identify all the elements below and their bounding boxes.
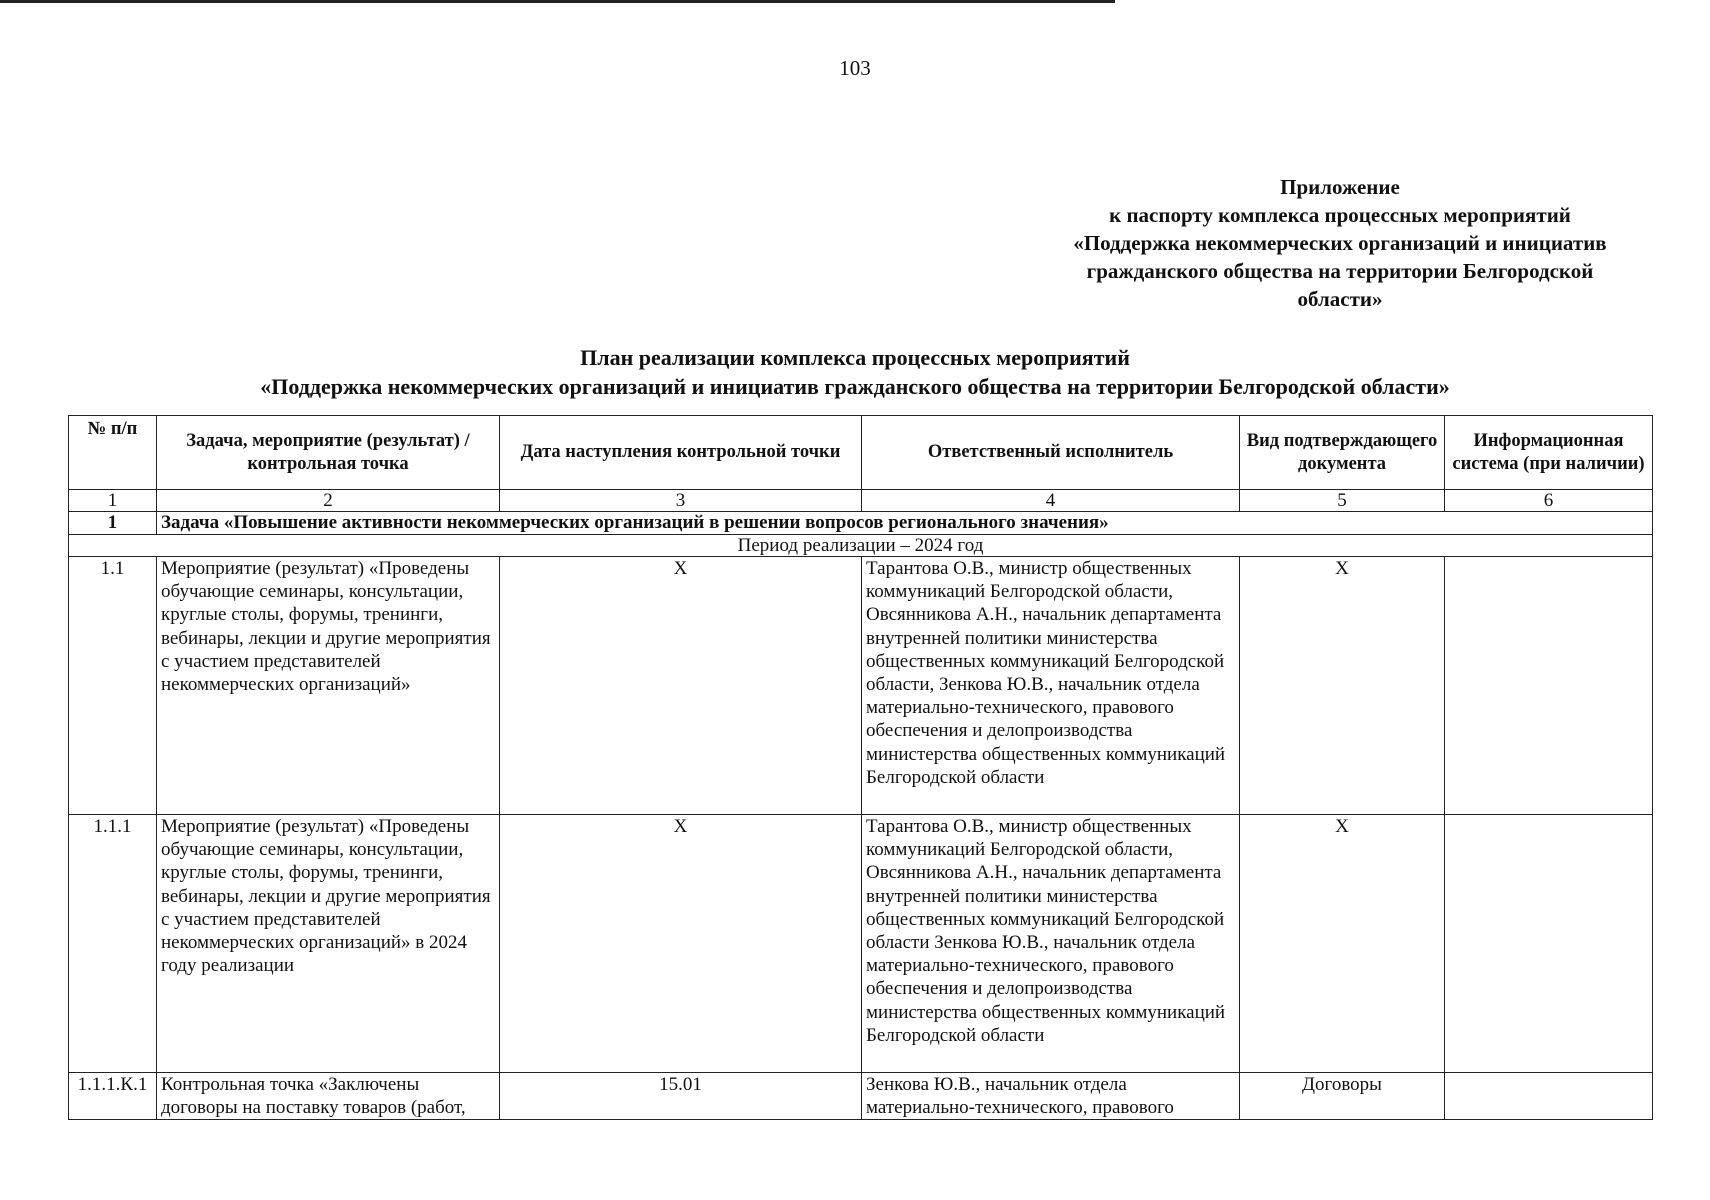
row-executor: Тарантова О.В., министр общественных коммуникаций Белгородской области, Овсянникова А.Н., начальник департамента внутренней политики министерства общественных коммуникаций Белгородской области, Зенкова Ю.В., начальник отдела материально-технического, правового обеспечения и делопроизводства министерства общественных коммуникаций Белгородской области	[862, 557, 1240, 815]
appendix-line: «Поддержка некоммерческих организаций и инициатив	[1073, 231, 1607, 255]
row-document: Договоры	[1240, 1073, 1445, 1120]
plan-title-line: «Поддержка некоммерческих организаций и инициатив гражданского общества на территории Белгородской области»	[260, 374, 1450, 399]
header-number: № п/п	[69, 416, 157, 490]
row-number: 1.1	[69, 557, 157, 815]
row-date: 15.01	[500, 1073, 862, 1120]
row-document: Х	[1240, 557, 1445, 815]
table-row	[69, 1073, 1653, 1120]
row-system	[1445, 557, 1653, 815]
header-executor: Ответственный исполнитель	[862, 416, 1240, 490]
task-number: 1	[69, 512, 157, 535]
column-number: 2	[157, 490, 500, 512]
row-system	[1445, 815, 1653, 1073]
implementation-plan-table	[68, 415, 1653, 1120]
column-number: 4	[862, 490, 1240, 512]
row-number: 1.1.1.К.1	[69, 1073, 157, 1120]
column-number: 3	[500, 490, 862, 512]
header-date: Дата наступления контрольной точки	[500, 416, 862, 490]
appendix-heading	[1015, 173, 1665, 313]
table-row	[69, 557, 1653, 815]
header-system: Информационная система (при наличии)	[1445, 416, 1653, 490]
appendix-line: области»	[1297, 287, 1383, 311]
row-date: Х	[500, 815, 862, 1073]
period-text: Период реализации – 2024 год	[69, 535, 1653, 557]
header-activity: Задача, мероприятие (результат) / контрольная точка	[157, 416, 500, 490]
column-number: 1	[69, 490, 157, 512]
table-row	[69, 815, 1653, 1073]
row-system	[1445, 1073, 1653, 1120]
row-activity: Контрольная точка «Заключены договоры на поставку товаров (работ,	[157, 1073, 500, 1120]
column-number-row	[69, 490, 1653, 512]
row-executor: Зенкова Ю.В., начальник отдела материально-технического, правового	[862, 1073, 1240, 1120]
table-header-row	[69, 416, 1653, 490]
row-activity: Мероприятие (результат) «Проведены обучающие семинары, консультации, круглые столы, форумы, тренинги, вебинары, лекции и другие мероприятия с участием представителей некоммерческих организаций»	[157, 557, 500, 815]
row-date: Х	[500, 557, 862, 815]
column-number: 6	[1445, 490, 1653, 512]
header-document: Вид подтверждающего документа	[1240, 416, 1445, 490]
period-row	[69, 535, 1653, 557]
row-activity: Мероприятие (результат) «Проведены обучающие семинары, консультации, круглые столы, форумы, тренинги, вебинары, лекции и другие мероприятия с участием представителей некоммерческих организаций» в 2024 году реализации	[157, 815, 500, 1073]
column-number: 5	[1240, 490, 1445, 512]
task-text: Задача «Повышение активности некоммерческих организаций в решении вопросов регионального значения»	[157, 512, 1653, 535]
scan-border-line	[0, 0, 1115, 3]
appendix-line: Приложение	[1280, 175, 1400, 199]
appendix-line: к паспорту комплекса процессных мероприятий	[1109, 203, 1571, 227]
row-number: 1.1.1	[69, 815, 157, 1073]
row-executor: Тарантова О.В., министр общественных коммуникаций Белгородской области, Овсянникова А.Н., начальник департамента внутренней политики министерства общественных коммуникаций Белгородской области Зенкова Ю.В., начальник отдела материально-технического, правового обеспечения и делопроизводства министерства общественных коммуникаций Белгородской области	[862, 815, 1240, 1073]
task-row	[69, 512, 1653, 535]
page-number: 103	[839, 56, 871, 80]
plan-title-line: План реализации комплекса процессных мероприятий	[580, 345, 1130, 370]
plan-title	[0, 343, 1710, 401]
appendix-line: гражданского общества на территории Белгородской	[1086, 259, 1594, 283]
row-document: Х	[1240, 815, 1445, 1073]
